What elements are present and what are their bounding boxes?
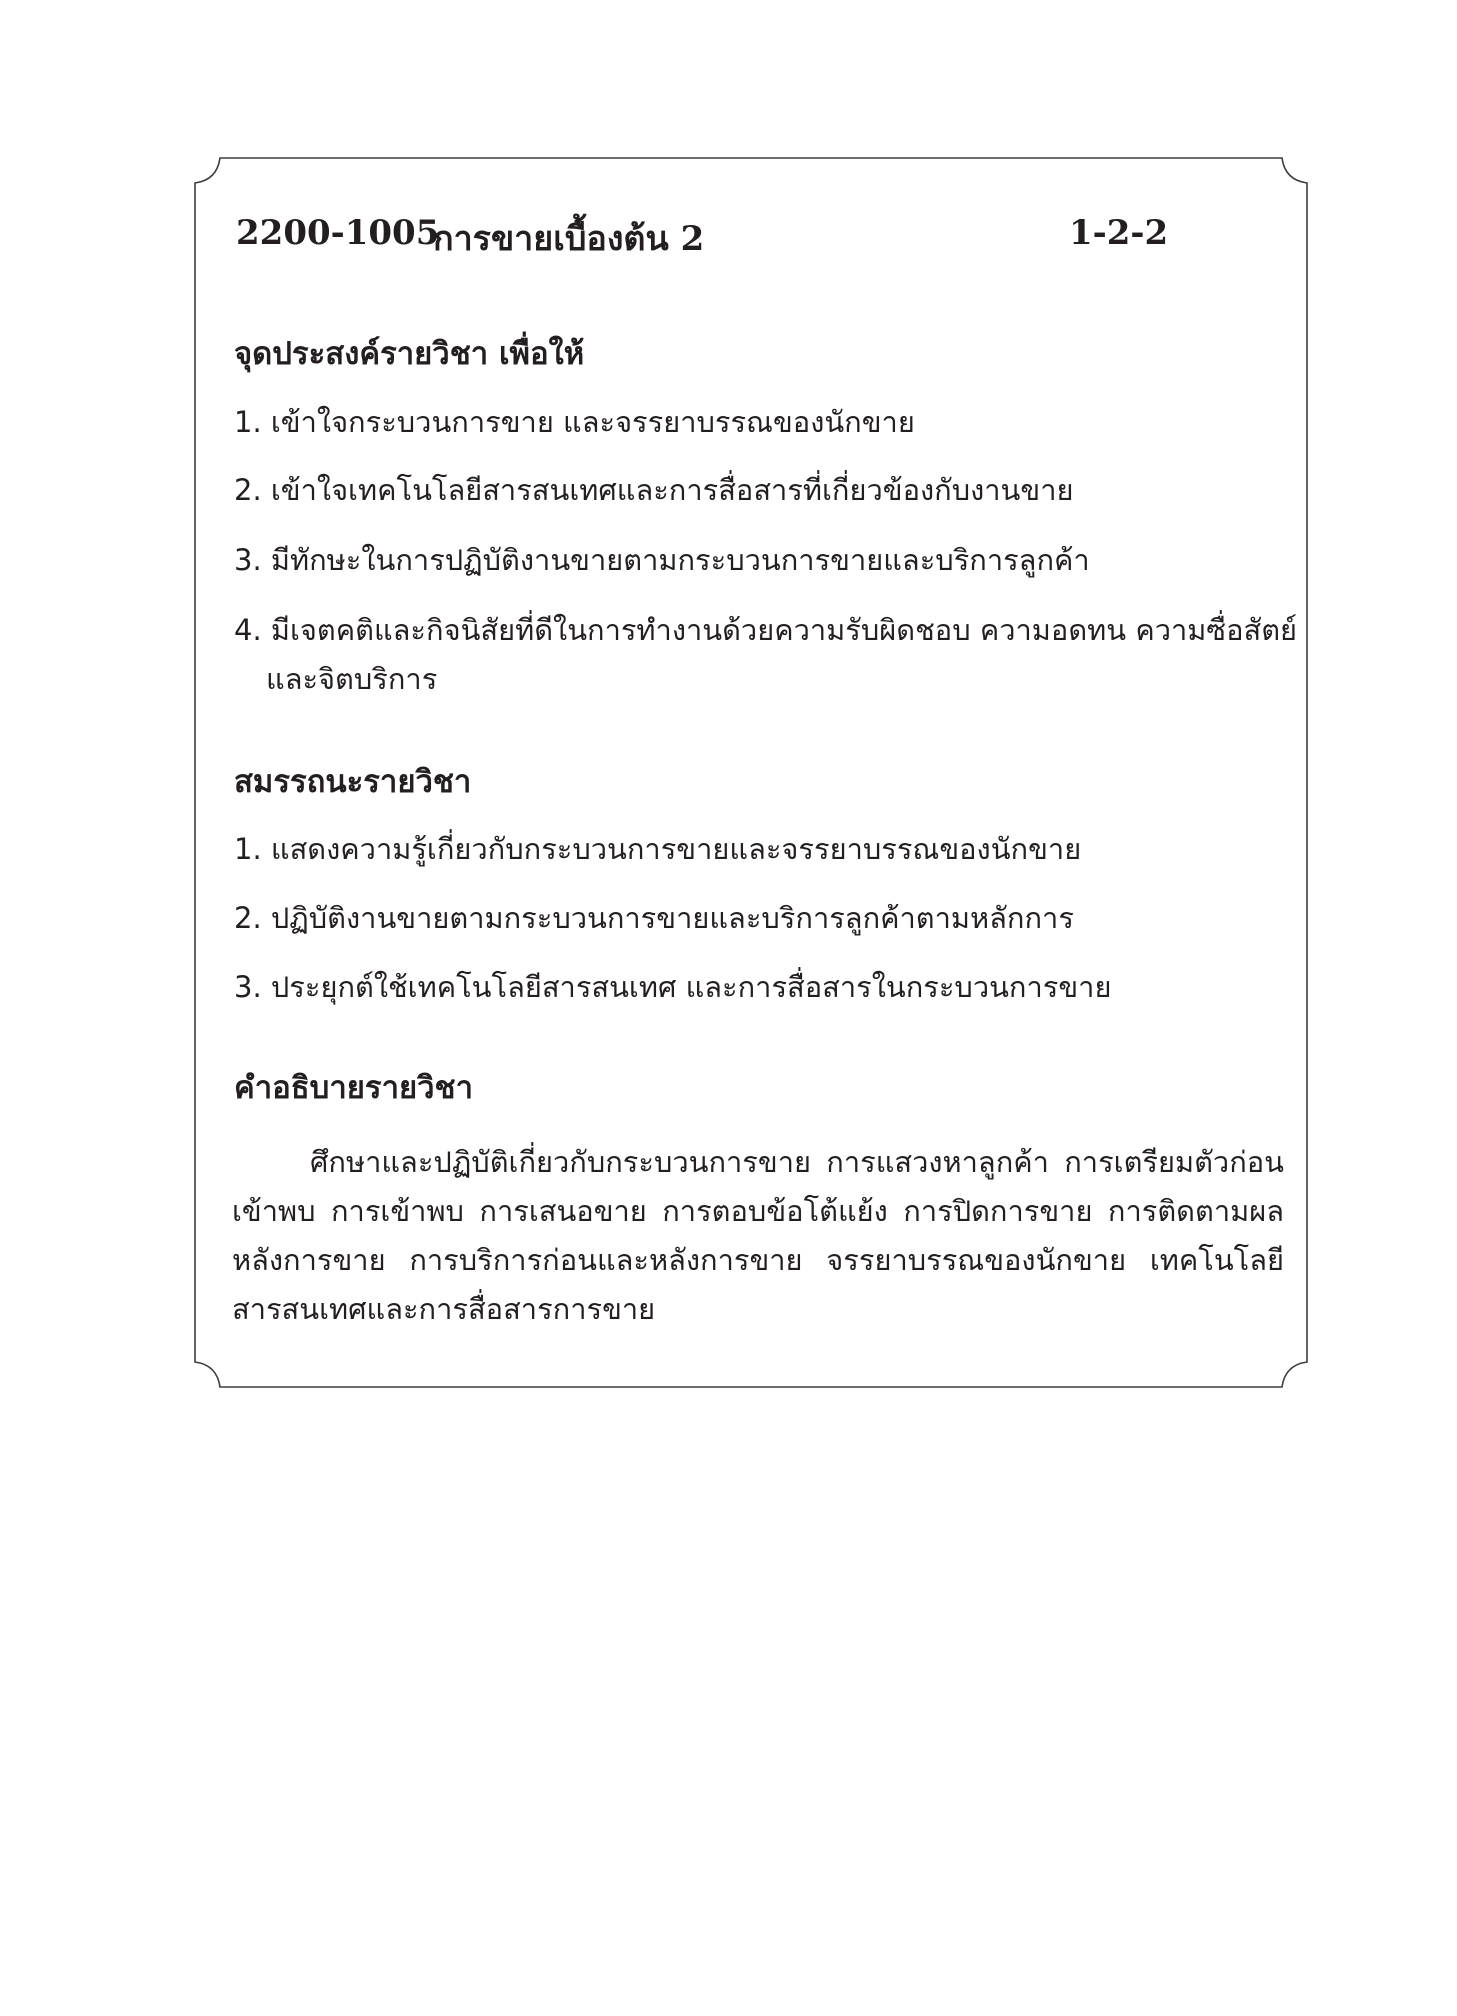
objective-item: 2. เข้าใจเทคโนโลยีสารสนเทศและการสื่อสารที่เกี่ยวข้องกับงานขาย [234,473,1074,507]
description-text: ศึกษาและปฏิบัติเกี่ยวกับกระบวนการขาย การแสวงหาลูกค้า การเตรียมตัวก่อนเข้าพบ การเข้าพบ การเสนอขาย การตอบข้อโต้แย้ง การปิดการขาย การติดตามผลหลังการขาย การบริการก่อนและหลังการขาย จรรยาบรรณของนักขาย เทคโนโลยีสารสนเทศและการสื่อสารการขาย [232,1145,1284,1326]
description-heading: คำอธิบายรายวิชา [234,1070,474,1106]
competency-item: 2. ปฏิบัติงานขายตามกระบวนการขายและบริการลูกค้าตามหลักการ [234,901,1074,935]
competency-item: 3. ประยุกต์ใช้เทคโนโลยีสารสนเทศ และการสื่อสารในกระบวนการขาย [234,970,1112,1004]
objective-item: 3. มีทักษะในการปฏิบัติงานขายตามกระบวนการขายและบริการลูกค้า [234,543,1090,577]
objectives-heading: จุดประสงค์รายวิชา เพื่อให้ [234,336,585,372]
competency-item: 1. แสดงความรู้เกี่ยวกับกระบวนการขายและจรรยาบรรณของนักขาย [234,832,1082,866]
course-code: 2200-1005 [236,213,440,253]
objective-item-continuation: และจิตบริการ [266,662,438,696]
course-name: การขายเบื้องต้น 2 [433,219,705,259]
objective-item: 4. มีเจตคติและกิจนิสัยที่ดีในการทำงานด้วยความรับผิดชอบ ความอดทน ความซื่อสัตย์ [234,613,1298,647]
course-credits: 1-2-2 [1069,213,1169,253]
competencies-heading: สมรรถนะรายวิชา [234,764,472,800]
objective-item: 1. เข้าใจกระบวนการขาย และจรรยาบรรณของนักขาย [234,405,915,439]
